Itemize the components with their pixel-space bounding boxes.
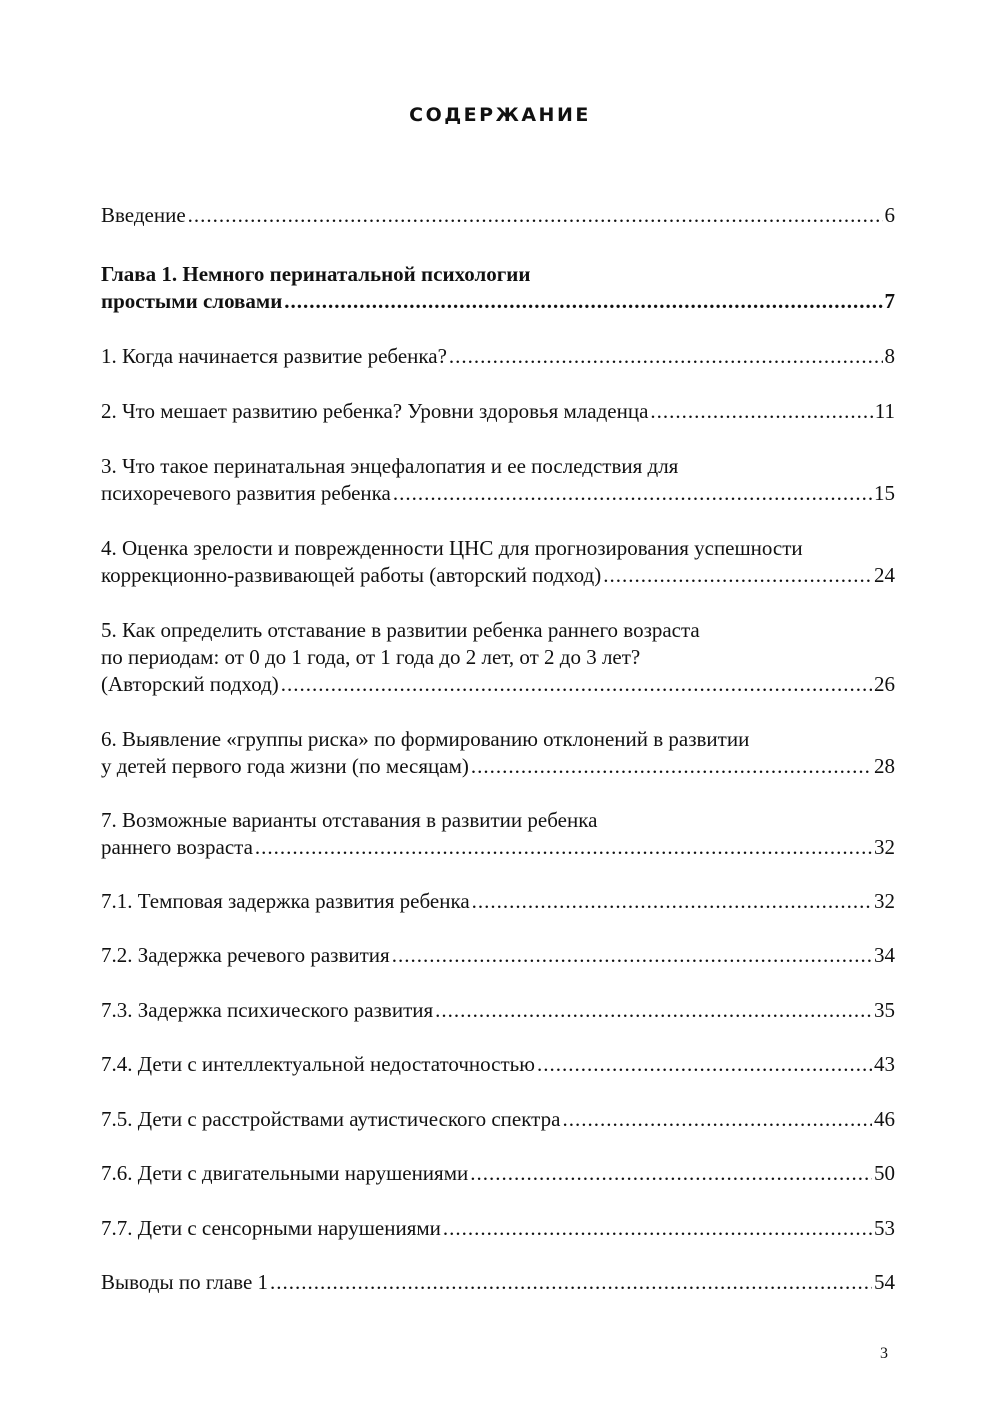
- toc-entry-title: 7.5. Дети с расстройствами аутистического спектра: [101, 1107, 561, 1131]
- toc-page-number: 54: [874, 1270, 895, 1294]
- toc-entry-title-cont: раннего возраста: [101, 835, 253, 859]
- dot-leader: [443, 1215, 872, 1242]
- toc-entry-title: 1. Когда начинается развитие ребенка?: [101, 344, 447, 368]
- toc-page-number: 26: [874, 672, 895, 696]
- toc-entry-section-7-1[interactable]: [101, 888, 895, 915]
- toc-page-number: 8: [884, 344, 895, 368]
- toc-entry-section-7-4[interactable]: [101, 1051, 895, 1078]
- toc-entry-title: 7.7. Дети с сенсорными нарушениями: [101, 1216, 441, 1240]
- dot-leader: [188, 202, 883, 229]
- toc-page-number: 32: [874, 889, 895, 913]
- toc-page-number: 35: [874, 998, 895, 1022]
- toc-page-number: 43: [874, 1052, 895, 1076]
- dot-leader: [603, 562, 872, 589]
- toc-page-number: 11: [874, 399, 895, 423]
- toc-entry-title: 4. Оценка зрелости и поврежденности ЦНС для прогнозирования успешности: [101, 536, 803, 560]
- page-title: СОДЕРЖАНИЕ: [409, 104, 591, 126]
- toc-entry-title: 3. Что такое перинатальная энцефалопатия и ее последствия для: [101, 454, 679, 478]
- toc-entry-section-7-3[interactable]: [101, 997, 895, 1024]
- toc-entry-section-2[interactable]: [101, 398, 895, 425]
- dot-leader: [255, 834, 872, 861]
- toc-entry-title: 2. Что мешает развитию ребенка? Уровни здоровья младенца: [101, 399, 649, 423]
- toc-entry-title-cont: у детей первого года жизни (по месяцам): [101, 754, 469, 778]
- dot-leader: [392, 942, 872, 969]
- toc-entry-section-6[interactable]: [101, 726, 895, 780]
- toc-entry-title: 7.3. Задержка психического развития: [101, 998, 434, 1022]
- toc-entry-section-7-5[interactable]: [101, 1106, 895, 1133]
- toc-entry-section-4[interactable]: [101, 535, 895, 589]
- dot-leader: [281, 671, 872, 698]
- toc-page-number: 50: [874, 1161, 895, 1185]
- toc-entry-title: 5. Как определить отставание в развитии ребенка раннего возраста: [101, 618, 700, 642]
- toc-entry-section-7-2[interactable]: [101, 942, 895, 969]
- dot-leader: [435, 997, 872, 1024]
- dot-leader: [537, 1051, 872, 1078]
- toc-entry-chapter-1[interactable]: [101, 261, 895, 315]
- toc-page-number: 46: [874, 1107, 895, 1131]
- toc-entry-title: 7.2. Задержка речевого развития: [101, 943, 390, 967]
- toc-entry-title: Выводы по главе 1: [101, 1270, 269, 1294]
- dot-leader: [650, 398, 872, 425]
- toc-page-number: 34: [874, 943, 895, 967]
- dot-leader: [562, 1106, 872, 1133]
- toc-entry-section-5[interactable]: [101, 617, 895, 698]
- dot-leader: [472, 888, 872, 915]
- toc-page-number: 6: [884, 203, 895, 227]
- toc-page-number: 32: [874, 835, 895, 859]
- toc-entry-section-7-6[interactable]: [101, 1160, 895, 1187]
- toc-page-number: 28: [874, 754, 895, 778]
- toc-entry-title-cont: (Авторский подход): [101, 672, 279, 696]
- toc-entry-section-7[interactable]: [101, 807, 895, 861]
- toc-page-number: 15: [874, 481, 895, 505]
- toc-page-number: 53: [874, 1216, 895, 1240]
- toc-entry-title-cont: коррекционно-развивающей работы (авторский подход): [101, 563, 602, 587]
- page-number: 3: [880, 1345, 888, 1362]
- dot-leader: [470, 1160, 872, 1187]
- toc-entry-title: Глава 1. Немного перинатальной психологии: [101, 262, 531, 286]
- dot-leader: [449, 343, 883, 370]
- toc-entry-section-1[interactable]: [101, 343, 895, 370]
- toc-entry-title: 7.4. Дети с интеллектуальной недостаточностью: [101, 1052, 535, 1076]
- toc-entry-title: 7.1. Темповая задержка развития ребенка: [101, 889, 470, 913]
- toc-entry-section-3[interactable]: [101, 453, 895, 507]
- toc-entry-introduction[interactable]: [101, 202, 895, 229]
- toc-entry-conclusions[interactable]: [101, 1269, 895, 1296]
- toc-entry-title: 7. Возможные варианты отставания в развитии ребенка: [101, 808, 598, 832]
- dot-leader: [471, 753, 872, 780]
- toc-entry-title-cont: психоречевого развития ребенка: [101, 481, 391, 505]
- dot-leader: [284, 288, 882, 315]
- toc-entry-title: Введение: [101, 203, 186, 227]
- toc-entry-title-cont: по периодам: от 0 до 1 года, от 1 года до 2 лет, от 2 до 3 лет?: [101, 645, 641, 669]
- toc-entry-title: 6. Выявление «группы риска» по формированию отклонений в развитии: [101, 727, 750, 751]
- toc-entry-title: 7.6. Дети с двигательными нарушениями: [101, 1161, 469, 1185]
- toc-entry-title-cont: простыми словами: [101, 289, 283, 313]
- toc-entry-section-7-7[interactable]: [101, 1215, 895, 1242]
- toc-page-number: 7: [884, 289, 895, 313]
- dot-leader: [270, 1269, 872, 1296]
- toc-page-number: 24: [874, 563, 895, 587]
- dot-leader: [393, 480, 872, 507]
